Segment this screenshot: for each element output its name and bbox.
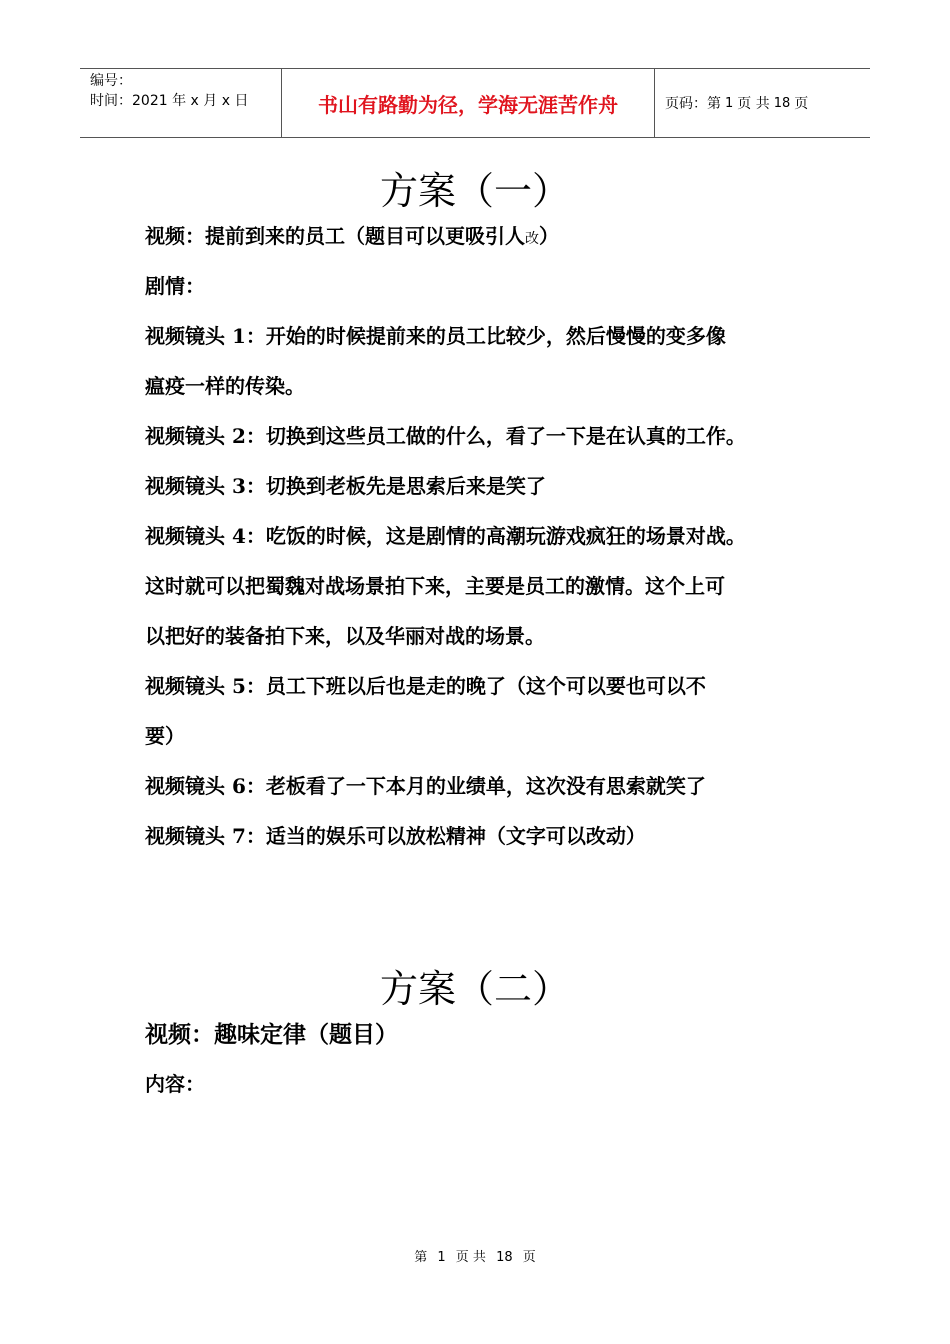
plan1-video-title-text: 视频：提前到来的员工（题目可以更吸引人 (145, 224, 525, 248)
footer-total: 18 (496, 1250, 513, 1265)
page-mid: 页 共 (737, 96, 770, 112)
plan1-line: 视频镜头 6：老板看了一下本月的业绩单，这次没有思索就笑了 (145, 774, 706, 798)
number-label: 编号： (90, 73, 132, 89)
footer-suffix: 页 (522, 1250, 536, 1265)
page-footer (0, 1246, 950, 1265)
plan2-video-title: 视频：趣味定律（题目） (145, 1021, 398, 1048)
page-header (80, 68, 870, 138)
footer-prefix: 第 (414, 1250, 428, 1265)
plan1-line: 视频镜头 2：切换到这些员工做的什么，看了一下是在认真的工作。 (145, 424, 746, 448)
plan1-video-title (145, 220, 559, 249)
header-page-info (655, 69, 870, 137)
page-total: 18 (773, 95, 791, 111)
page-prefix: 页码：第 (665, 96, 721, 112)
plan2-title: 方案（二） (379, 967, 570, 1011)
plan1-line: 视频镜头 3：切换到老板先是思索后来是笑了 (145, 474, 546, 498)
page-number: 1 (725, 95, 734, 111)
plan1-line: 视频镜头 4：吃饭的时候，这是剧情的高潮玩游戏疯狂的场景对战。 (145, 524, 746, 548)
plan1-line: 视频镜头 5：员工下班以后也是走的晚了（这个可以要也可以不 (145, 674, 706, 698)
footer-mid: 页 共 (455, 1250, 486, 1265)
plan1-line: 这时就可以把蜀魏对战场景拍下来，主要是员工的激情。这个上可 (145, 574, 725, 598)
motto: 书山有路勤为径，学海无涯苦作舟 (282, 69, 655, 137)
plan1-plot-label: 剧情： (145, 274, 205, 298)
plan1-line: 视频镜头 7：适当的娱乐可以放松精神（文字可以改动） (145, 824, 646, 848)
footer-page: 1 (437, 1250, 446, 1265)
time-label: 时间：2021 年 x 月 x 日 (90, 93, 249, 109)
plan1-line: 瘟疫一样的传染。 (145, 374, 305, 398)
page-suffix: 页 (794, 96, 809, 112)
plan1-line: 要） (145, 724, 185, 748)
plan1-line: 视频镜头 1：开始的时候提前来的员工比较少，然后慢慢的变多像 (145, 324, 726, 348)
plan1-line: 以把好的装备拍下来，以及华丽对战的场景。 (145, 624, 545, 648)
plan1-title: 方案（一） (379, 169, 570, 213)
plan1-video-title-note: 改 (525, 231, 539, 247)
header-meta (80, 69, 282, 137)
plan1-video-title-end: ） (539, 224, 559, 248)
plan2-content-label: 内容： (145, 1072, 205, 1096)
